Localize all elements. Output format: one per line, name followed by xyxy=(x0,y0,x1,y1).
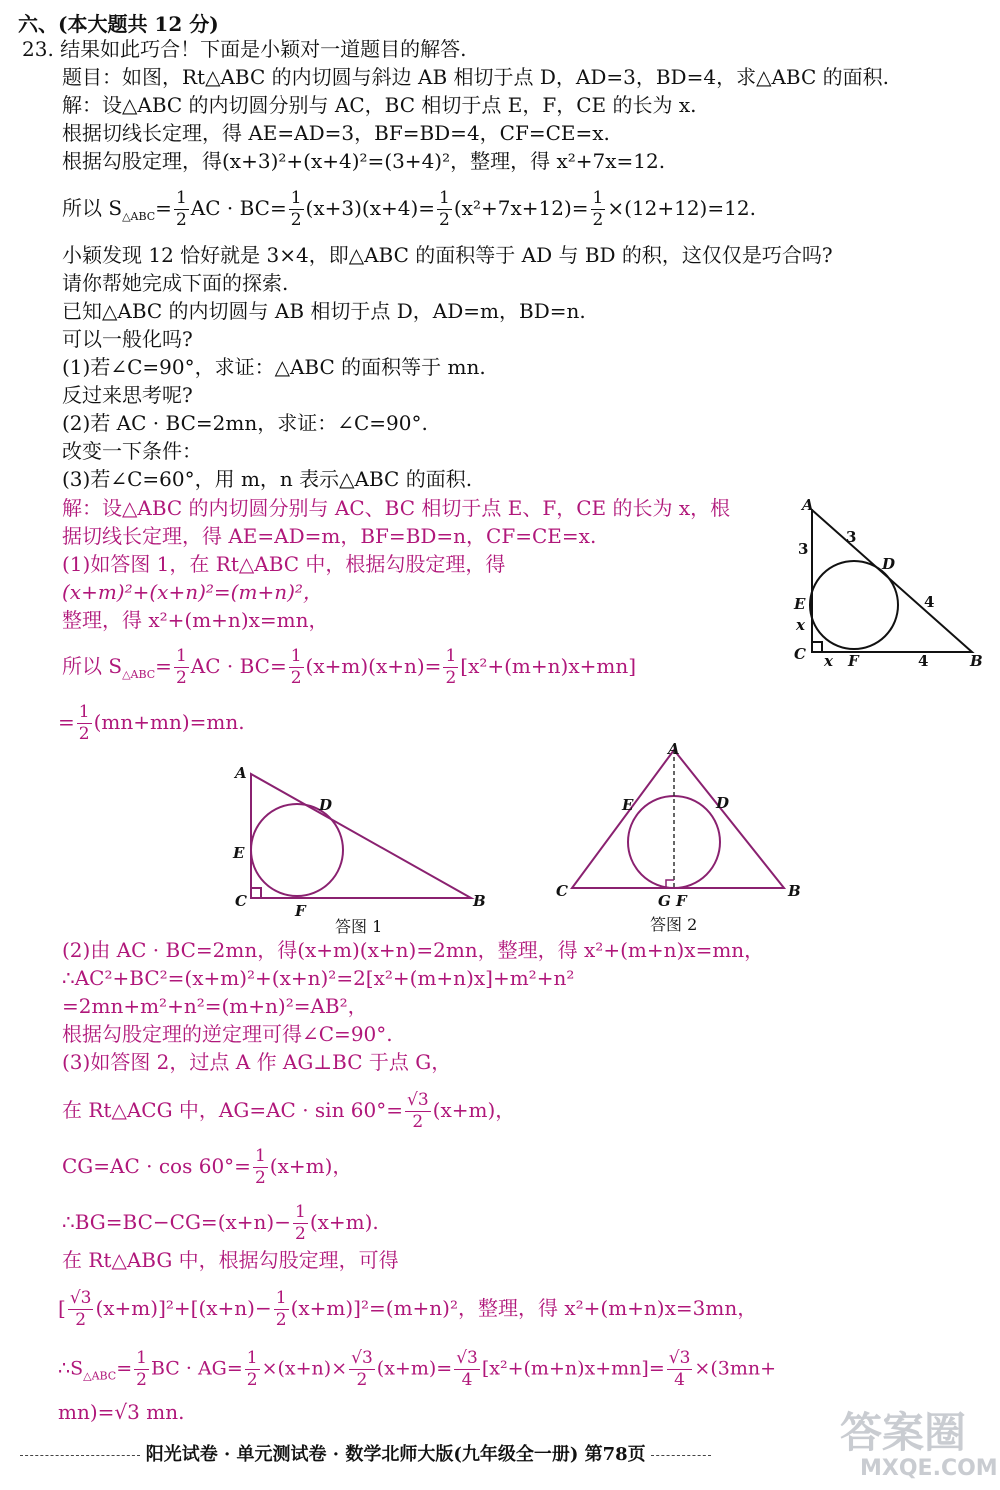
eq-sign: = xyxy=(155,654,172,678)
expr-f: [x²+(m+n)x+mn]= xyxy=(481,1357,665,1380)
section-header: 六、(本大题共 12 分) xyxy=(18,12,219,36)
answer-line-11: 根据勾股定理的逆定理可得∠C=90°. xyxy=(62,1022,393,1046)
fig0-label-4a: 4 xyxy=(924,593,935,611)
answer-line-3: (1)如答图 1，在 Rt△ABC 中，根据勾股定理，得 xyxy=(62,552,506,576)
known-line: 已知△ABC 的内切圆与 AB 相切于点 D，AD=m，BD=n. xyxy=(62,299,586,323)
s-subscript: △ABC xyxy=(122,668,156,681)
fig0-label-3b: 3 xyxy=(846,528,857,546)
eq-sign: = xyxy=(155,196,172,220)
expr-a: ∴BG=BC−CG=(x+n)− xyxy=(62,1210,291,1234)
fig2-label-d: D xyxy=(716,794,730,812)
fig1-label-f: F xyxy=(295,902,306,920)
reverse-line: 反过来思考呢? xyxy=(62,383,193,407)
fraction-half: $\frac{1}{2}$ xyxy=(290,188,302,230)
answer-line-5: 整理，得 x²+(m+n)x=mn， xyxy=(62,608,329,632)
fraction-half: $\frac{1}{2}$ xyxy=(445,646,457,688)
eq-sign: = xyxy=(116,1357,133,1380)
fig1-label-c: C xyxy=(235,892,247,910)
fig1-label-a: A xyxy=(235,764,247,782)
fraction-sqrt3-half: $\frac{√3}{2}$ xyxy=(69,1288,92,1330)
fig0-label-4b: 4 xyxy=(918,652,929,670)
expr-c: (x²+7x+12)= xyxy=(453,196,589,220)
fig2-label-f: F xyxy=(676,892,687,910)
fraction-half: $\frac{1}{2}$ xyxy=(592,188,604,230)
expr-e: (x+m)= xyxy=(376,1357,453,1380)
answer-line-19: mn)=√3 mn. xyxy=(58,1400,185,1424)
s-prefix: 所以 S xyxy=(62,654,123,678)
answer-line-9: ∴AC²+BC²=(x+m)²+(x+n)²=2[x²+(m+n)x]+m²+n² xyxy=(62,966,575,990)
answer-line-16: 在 Rt△ABG 中，根据勾股定理，可得 xyxy=(62,1248,399,1272)
part-2: (2)若 AC · BC=2mn，求证：∠C=90°. xyxy=(62,411,428,435)
fig1-label-b: B xyxy=(473,892,486,910)
change-line: 改变一下条件： xyxy=(62,439,202,463)
answer-line-14 xyxy=(62,1148,352,1187)
bracket: [ xyxy=(58,1296,66,1320)
expr-a: AC · BC= xyxy=(190,196,287,220)
fraction-half: $\frac{1}{2}$ xyxy=(136,1348,147,1390)
eq-sign: = xyxy=(58,710,75,734)
fig0-label-x1: x xyxy=(796,616,805,634)
fraction-half: $\frac{1}{2}$ xyxy=(275,1288,287,1330)
expr-b: (x+3)(x+4)= xyxy=(305,196,436,220)
answer-line-8: (2)由 AC · BC=2mn，得(x+m)(x+n)=2mn，整理，得 x²+(m+n)x=mn， xyxy=(62,938,765,962)
expr-b: (x+m)， xyxy=(269,1154,353,1178)
fig0-label-3a: 3 xyxy=(798,540,809,558)
please-line: 请你帮她完成下面的探索. xyxy=(62,271,289,295)
answer-line-6 xyxy=(62,648,636,687)
expr-b: (x+m)， xyxy=(432,1098,516,1122)
expr-b: (x+m)]²+[(x+n)− xyxy=(95,1296,272,1320)
fig1-label-e: E xyxy=(233,844,245,862)
answer-figure-1 xyxy=(225,760,495,935)
expr-a: 在 Rt△ACG 中，AG=AC · sin 60°= xyxy=(62,1098,404,1122)
fraction-half: $\frac{1}{2}$ xyxy=(175,188,187,230)
fig2-label-c: C xyxy=(556,882,568,900)
fraction-half: $\frac{1}{2}$ xyxy=(175,646,187,688)
answer-line-4: (x+m)²+(x+n)²=(m+n)²， xyxy=(62,580,323,604)
part-3: (3)若∠C=60°，用 m，n 表示△ABC 的面积. xyxy=(62,467,473,491)
page-footer xyxy=(20,1440,840,1466)
footer-text: 阳光试卷 · 单元测试卷 · 数学北师大版(九年级全一册) 第78页 xyxy=(145,1444,646,1465)
fraction-half: $\frac{1}{2}$ xyxy=(290,646,302,688)
solution-line-3: 根据勾股定理，得(x+3)²+(x+4)²=(3+4)²，整理，得 x²+7x=12. xyxy=(62,149,666,173)
fig1-caption: 答图 1 xyxy=(335,917,383,935)
fraction-half: $\frac{1}{2}$ xyxy=(254,1146,266,1188)
expr-a: AC · BC= xyxy=(190,654,287,678)
fig2-label-b: B xyxy=(788,882,801,900)
expr-b: (x+m)(x+n)= xyxy=(305,654,442,678)
fig1-label-d: D xyxy=(319,796,333,814)
fig2-label-e: E xyxy=(622,796,634,814)
solution-line-1: 解：设△ABC 的内切圆分别与 AC，BC 相切于点 E，F，CE 的长为 x. xyxy=(62,93,697,117)
footer-rule-right xyxy=(651,1455,711,1456)
fraction-half: $\frac{1}{2}$ xyxy=(294,1202,306,1244)
expr-b: (mn+mn)=mn. xyxy=(93,710,245,734)
answer-figure-2 xyxy=(548,740,818,935)
answer-line-7 xyxy=(58,704,245,743)
expr-b: (x+m). xyxy=(309,1210,379,1234)
expr-c: BC · AG= xyxy=(150,1357,243,1380)
answer-line-13 xyxy=(62,1092,515,1131)
fraction-half: $\frac{1}{2}$ xyxy=(246,1348,258,1390)
generalize-line: 可以一般化吗? xyxy=(62,327,193,351)
problem-figure xyxy=(780,492,990,672)
fig0-label-a: A xyxy=(802,496,814,514)
part-1: (1)若∠C=90°，求证：△ABC 的面积等于 mn. xyxy=(62,355,486,379)
problem-statement: 题目：如图，Rt△ABC 的内切圆与斜边 AB 相切于点 D，AD=3，BD=4，求△ABC 的面积. xyxy=(62,65,889,89)
answer-line-10: =2mn+m²+n²=(m+n)²=AB²， xyxy=(62,994,368,1018)
expr-a: CG=AC · cos 60°= xyxy=(62,1154,251,1178)
fig0-label-x2: x xyxy=(824,652,833,670)
fig0-label-e: E xyxy=(794,595,806,613)
footer-rule-left xyxy=(20,1455,140,1456)
watermark-url: MXQE.COM xyxy=(860,1456,998,1481)
fig2-label-a: A xyxy=(668,740,680,758)
fig0-label-b: B xyxy=(970,652,983,670)
answer-line-2: 据切线长定理，得 AE=AD=m，BF=BD=n，CF=CE=x. xyxy=(62,524,597,548)
answer-line-12: (3)如答图 2，过点 A 作 AG⊥BC 于点 G， xyxy=(62,1050,452,1074)
fig0-label-d: D xyxy=(882,555,896,573)
s-subscript: △ABC xyxy=(83,1369,117,1383)
fig2-label-g: G xyxy=(658,892,671,910)
fig0-label-f: F xyxy=(848,652,859,670)
fraction-sqrt3-half: $\frac{√3}{2}$ xyxy=(351,1348,373,1390)
observation: 小颖发现 12 恰好就是 3×4，即△ABC 的面积等于 AD 与 BD 的积，这仅仅是巧合吗? xyxy=(62,243,833,267)
expr-d: ×(x+n)× xyxy=(261,1357,348,1380)
answer-line-18 xyxy=(58,1350,776,1389)
fraction-sqrt3-quarter: $\frac{√3}{4}$ xyxy=(456,1348,478,1390)
fig2-caption: 答图 2 xyxy=(650,915,698,934)
fraction-sqrt3-half: $\frac{√3}{2}$ xyxy=(407,1090,429,1132)
solution-line-4 xyxy=(62,190,756,229)
expr-d: ×(12+12)=12. xyxy=(607,196,756,220)
answer-line-15 xyxy=(62,1204,379,1243)
fraction-sqrt3-quarter: $\frac{√3}{4}$ xyxy=(668,1348,691,1390)
s-subscript: △ABC xyxy=(122,210,156,223)
answer-line-1: 解：设△ABC 的内切圆分别与 AC、BC 相切于点 E、F，CE 的长为 x，根 xyxy=(62,496,731,520)
expr-c: (x+m)]²=(m+n)²，整理，得 x²+(m+n)x=3mn， xyxy=(290,1296,758,1320)
solution-line-2: 根据切线长定理，得 AE=AD=3，BF=BD=4，CF=CE=x. xyxy=(62,121,610,145)
expr-c: [x²+(m+n)x+mn] xyxy=(460,654,637,678)
watermark-logo: 答案圈 xyxy=(840,1408,967,1457)
s-prefix: 所以 S xyxy=(62,196,123,220)
fig0-label-c: C xyxy=(794,645,806,663)
s-prefix: ∴S xyxy=(58,1357,84,1380)
question-intro: 23. 结果如此巧合！下面是小颖对一道题目的解答. xyxy=(22,37,467,61)
fraction-half: $\frac{1}{2}$ xyxy=(78,702,90,744)
expr-g: ×(3mn+ xyxy=(694,1357,777,1380)
fraction-half: $\frac{1}{2}$ xyxy=(439,188,450,230)
answer-line-17 xyxy=(58,1290,757,1329)
